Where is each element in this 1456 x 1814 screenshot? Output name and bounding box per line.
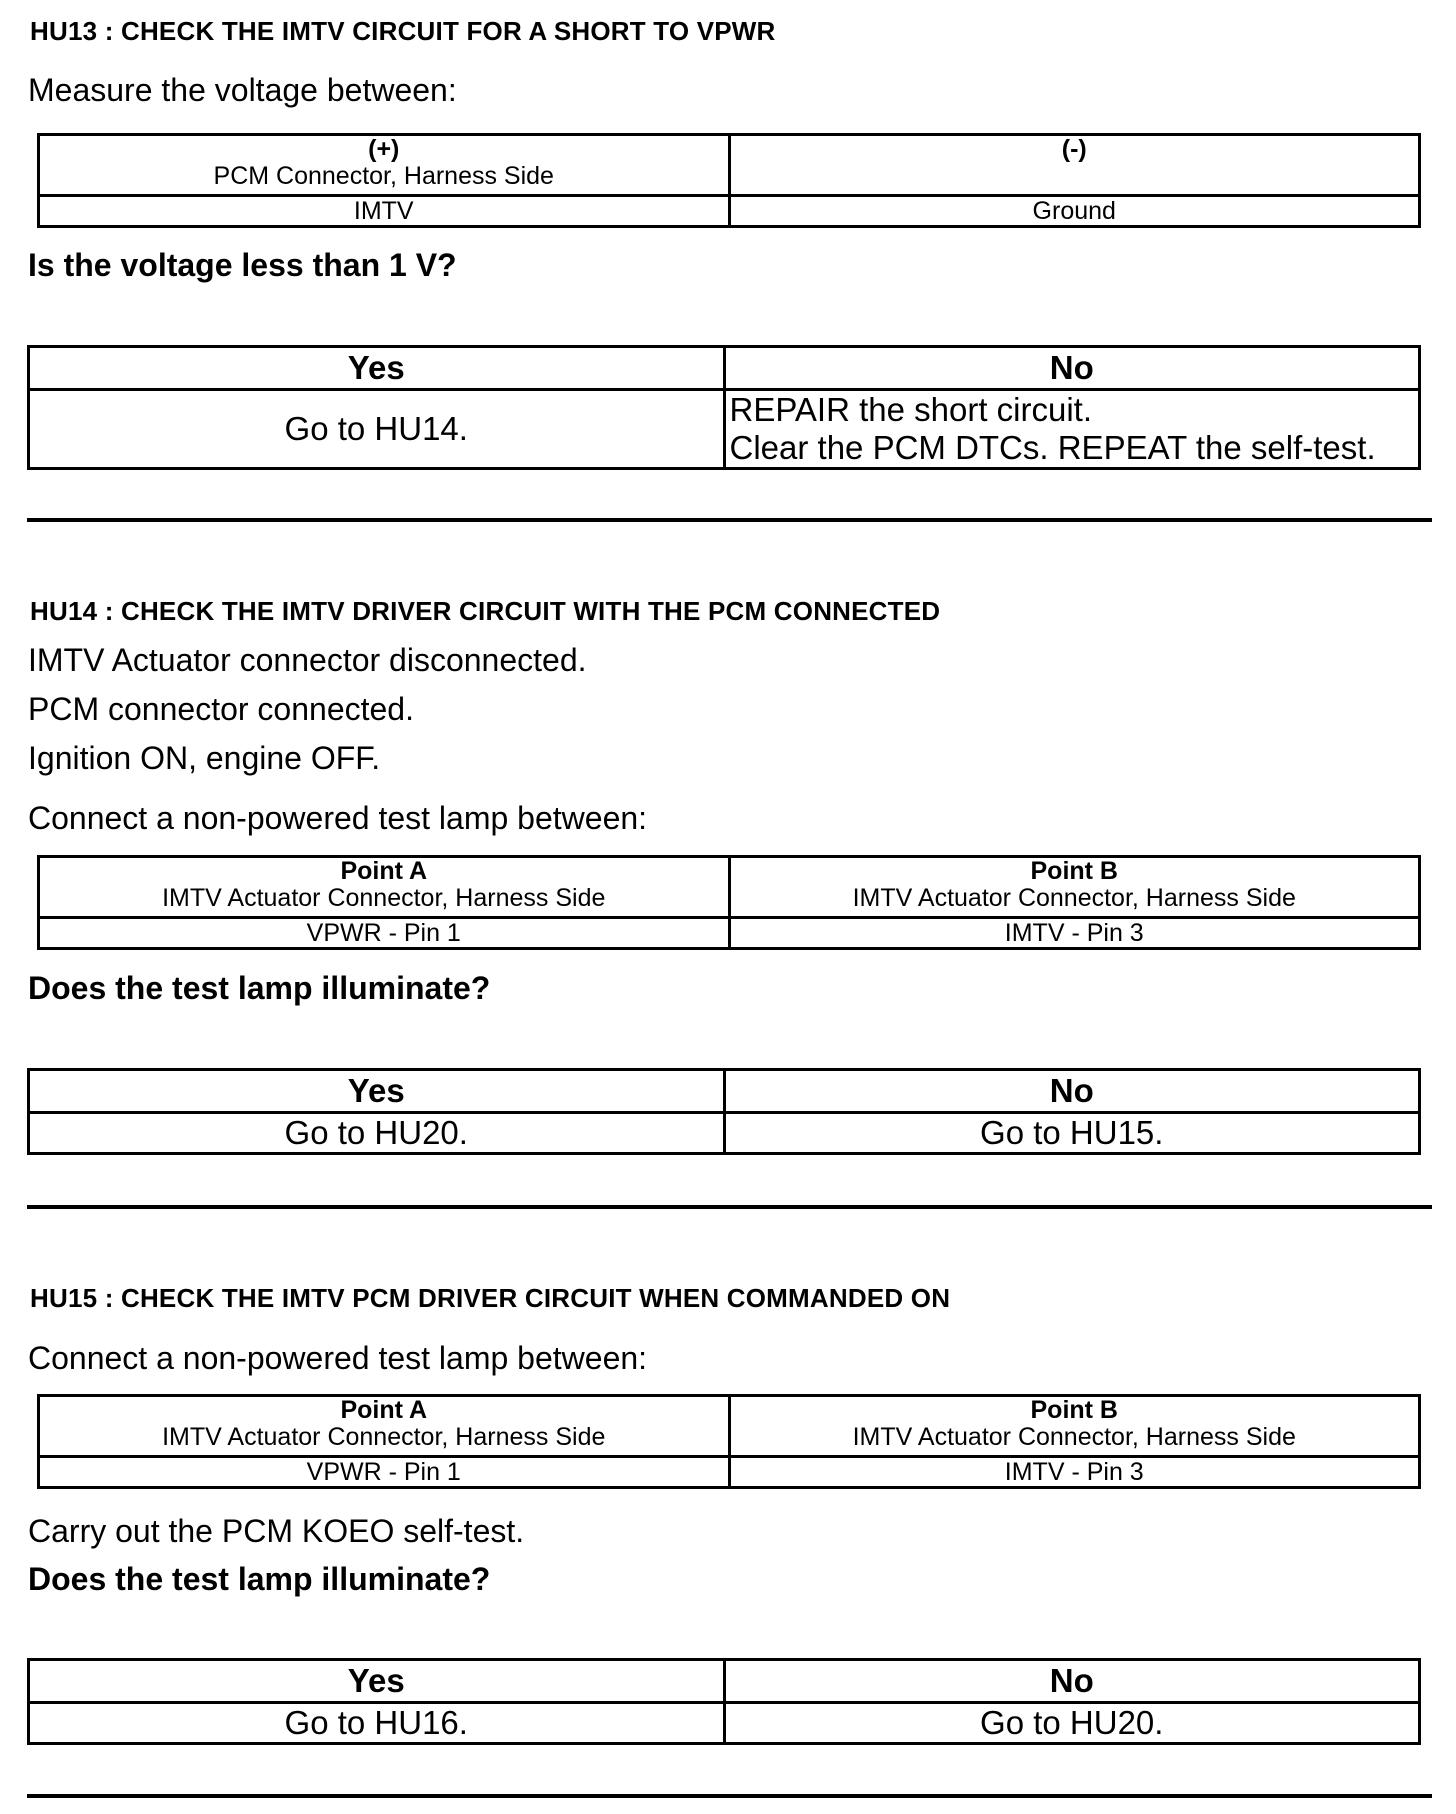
table-row — [29, 1703, 1420, 1744]
hu15-no-action: Go to HU20. — [724, 1703, 1420, 1744]
table-row — [29, 390, 1420, 469]
hu14-condition-2: PCM connector connected. — [28, 691, 414, 727]
hu13-title: HU13 : CHECK THE IMTV CIRCUIT FOR A SHORT TO VPWR — [30, 16, 776, 46]
hu15-yes-header: Yes — [29, 1660, 725, 1703]
hu14-condition-3: Ignition ON, engine OFF. — [28, 740, 381, 776]
hu13-col1-value: IMTV — [39, 196, 730, 227]
hu13-no-action-line2: Clear the PCM DTCs. REPEAT the self-test. — [729, 429, 1376, 466]
hu15-point-b-label: Point B — [1030, 1396, 1118, 1424]
hu14-no-header: No — [724, 1070, 1420, 1113]
hu13-yes-header: Yes — [29, 347, 725, 390]
hu14-point-a-value: VPWR - Pin 1 — [39, 918, 730, 949]
table-row — [39, 196, 1420, 227]
hu15-result-table — [27, 1658, 1421, 1745]
hu13-col1-header-bold: (+) — [368, 135, 400, 163]
hu14-result-table — [27, 1068, 1421, 1155]
hu14-point-b-header — [729, 857, 1420, 918]
hu15-point-a-label: Point A — [340, 1396, 428, 1424]
hu13-col1-header — [39, 135, 730, 196]
hu13-col1-header-text: PCM Connector, Harness Side — [213, 162, 554, 190]
table-row — [29, 1113, 1420, 1154]
hu15-point-a-value: VPWR - Pin 1 — [39, 1457, 730, 1488]
hu13-question: Is the voltage less than 1 V? — [28, 247, 457, 283]
hu15-intro: Connect a non-powered test lamp between: — [28, 1340, 648, 1376]
hu14-intro: Connect a non-powered test lamp between: — [28, 800, 648, 836]
hu13-result-table — [27, 345, 1421, 470]
hu15-point-a-header — [39, 1396, 730, 1457]
hu14-question: Does the test lamp illuminate? — [28, 970, 491, 1006]
hu15-point-b-value: IMTV - Pin 3 — [729, 1457, 1420, 1488]
hu15-point-b-header — [729, 1396, 1420, 1457]
hu13-no-header: No — [724, 347, 1420, 390]
hu14-point-a-label: Point A — [340, 857, 428, 885]
hu13-no-action-line1: REPAIR the short circuit. — [729, 391, 1093, 428]
table-header-row — [39, 857, 1420, 918]
hu13-yes-action: Go to HU14. — [29, 390, 725, 469]
hu14-point-a-desc: IMTV Actuator Connector, Harness Side — [162, 884, 606, 912]
hu14-point-b-label: Point B — [1030, 857, 1118, 885]
hu14-condition-1: IMTV Actuator connector disconnected. — [28, 642, 587, 678]
hu14-title: HU14 : CHECK THE IMTV DRIVER CIRCUIT WITH THE PCM CONNECTED — [30, 596, 941, 626]
table-header-row — [29, 1070, 1420, 1113]
hu14-point-table — [37, 855, 1421, 950]
table-row — [39, 1457, 1420, 1488]
table-header-row — [29, 347, 1420, 390]
hu15-question: Does the test lamp illuminate? — [28, 1561, 491, 1597]
table-row — [39, 918, 1420, 949]
table-header-row — [29, 1660, 1420, 1703]
hu15-title: HU15 : CHECK THE IMTV PCM DRIVER CIRCUIT WHEN COMMANDED ON — [30, 1283, 951, 1313]
hu13-intro: Measure the voltage between: — [28, 72, 457, 108]
hu14-yes-action: Go to HU20. — [29, 1113, 725, 1154]
hu15-point-b-desc: IMTV Actuator Connector, Harness Side — [852, 1423, 1296, 1451]
section-divider — [27, 1205, 1432, 1209]
hu15-yes-action: Go to HU16. — [29, 1703, 725, 1744]
hu15-instruction: Carry out the PCM KOEO self-test. — [28, 1513, 525, 1549]
hu15-no-header: No — [724, 1660, 1420, 1703]
hu14-point-b-value: IMTV - Pin 3 — [729, 918, 1420, 949]
hu14-point-b-desc: IMTV Actuator Connector, Harness Side — [852, 884, 1296, 912]
hu15-point-a-desc: IMTV Actuator Connector, Harness Side — [162, 1423, 606, 1451]
hu13-measure-table — [37, 133, 1421, 228]
hu14-no-action: Go to HU15. — [724, 1113, 1420, 1154]
section-divider — [27, 1794, 1432, 1798]
hu14-yes-header: Yes — [29, 1070, 725, 1113]
table-header-row — [39, 135, 1420, 196]
section-divider — [27, 518, 1432, 522]
hu13-col2-value: Ground — [729, 196, 1420, 227]
hu15-point-table — [37, 1394, 1421, 1489]
hu14-point-a-header — [39, 857, 730, 918]
hu13-col2-header-bold: (-) — [1061, 135, 1087, 163]
hu13-col2-header — [729, 135, 1420, 196]
hu13-no-action — [724, 390, 1420, 469]
table-header-row — [39, 1396, 1420, 1457]
